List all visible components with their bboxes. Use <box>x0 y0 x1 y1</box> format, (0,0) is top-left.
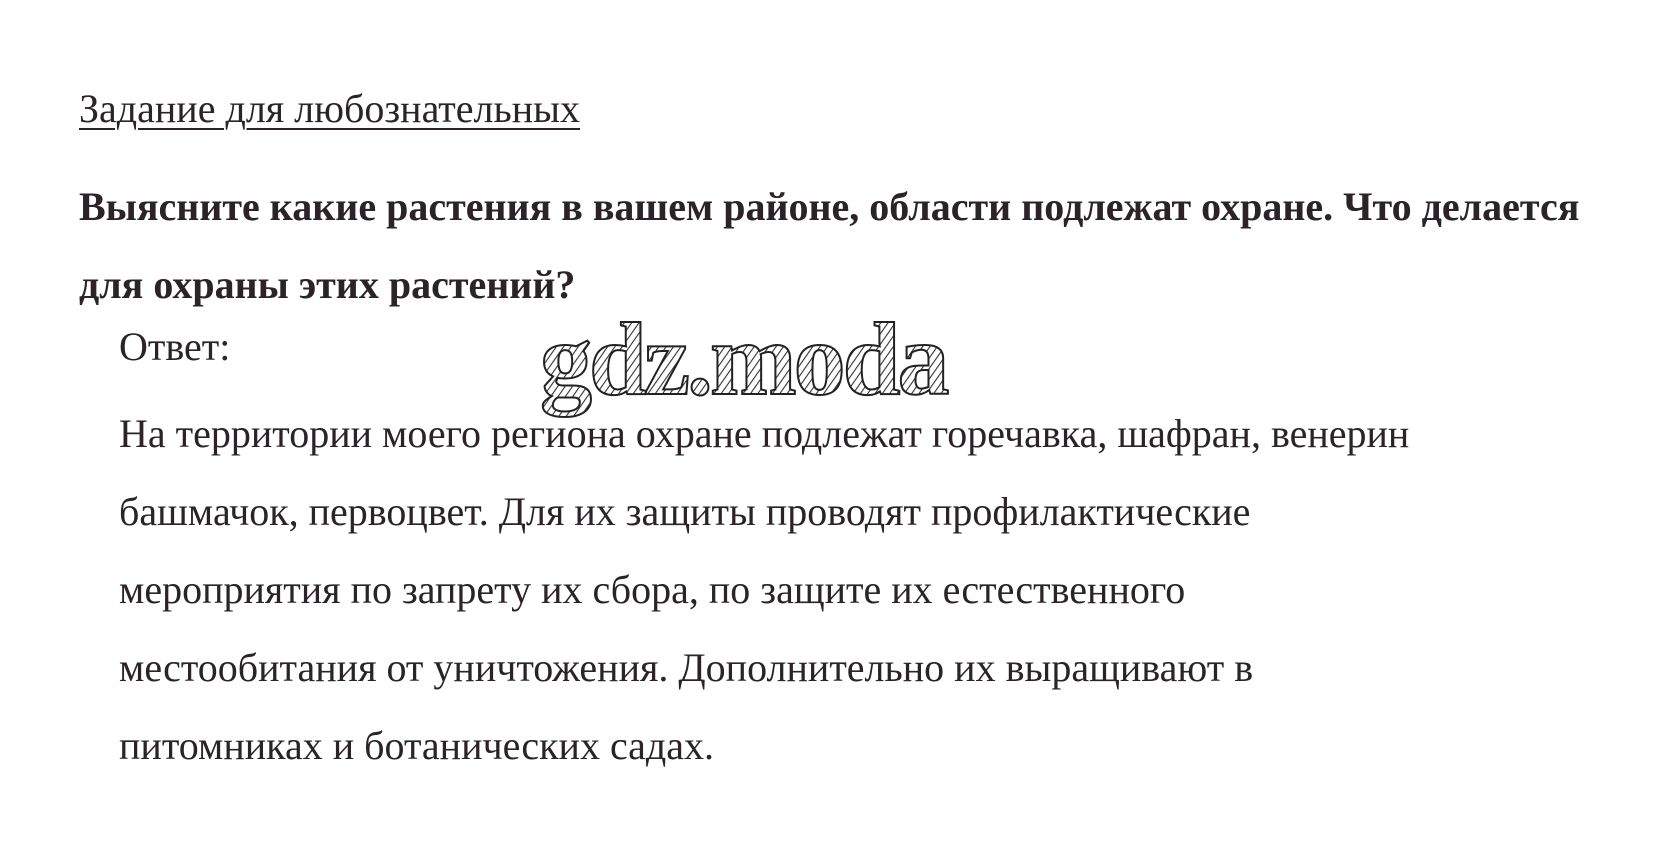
answer-text <box>119 395 1579 785</box>
watermark-text: gdz.moda <box>540 312 947 417</box>
answer-line: На территории моего региона охране подлежат горечавка, шафран, венерин <box>119 411 1410 456</box>
answer-line: местообитания от уничтожения. Дополнительно их выращивают в <box>119 645 1254 690</box>
answer-line: питомниках и ботанических садах. <box>119 723 715 768</box>
task-heading: Задание для любознательных <box>79 86 581 131</box>
answer-label: Ответ: <box>119 324 231 369</box>
answer-line: башмачок, первоцвет. Для их защиты проводят профилактические <box>119 489 1251 534</box>
watermark-logo <box>536 312 1006 422</box>
task-question: Выясните какие растения в вашем районе, области подлежат охране. Что делается для охраны этих растений? <box>79 184 1580 307</box>
answer-line: мероприятия по запрету их сбора, по защите их естественного <box>119 567 1186 612</box>
